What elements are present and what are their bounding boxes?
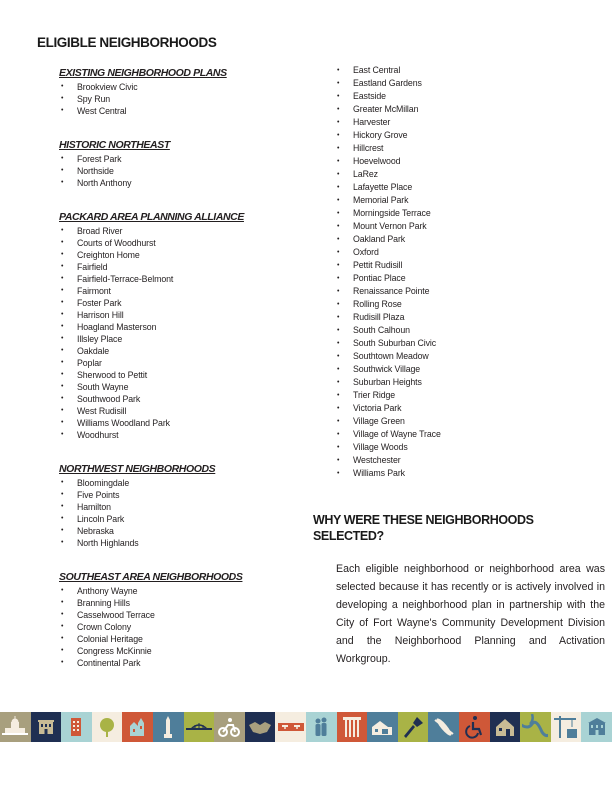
people-icon [308,714,334,740]
list-item: • Southtown Meadow [337,350,577,363]
page-title: ELIGIBLE NEIGHBORHOODS [37,35,217,50]
list-item: • North Anthony [59,177,299,189]
group-southeast-area-neighborhoods [59,571,299,669]
river-icon [522,714,548,740]
list-item: • Branning Hills [59,597,299,609]
home-icon [492,714,518,740]
tile-red-bridge [275,712,306,742]
bicycle-icon [216,714,242,740]
brick-building-icon [63,714,89,740]
list-item: • Fairfield-Terrace-Belmont [59,273,299,285]
group-existing-neighborhood-plans [59,67,299,117]
list-item: • Oakland Park [337,233,577,246]
list-item: • Hoevelwood [337,155,577,168]
list-item: • Williams Woodland Park [59,417,299,429]
list-item: • Forest Park [59,153,299,165]
list-item: • Creighton Home [59,249,299,261]
tile-people [306,712,337,742]
neighborhood-list-continued [337,64,577,480]
civic-building-icon [584,714,610,740]
list-item: • Poplar [59,357,299,369]
house-icon [369,714,395,740]
list-item: • Trier Ridge [337,389,577,402]
why-selected-heading: WHY WERE THESE NEIGHBORHOODS SELECTED? [313,513,534,543]
list-item: • Hamilton [59,501,299,513]
tile-wheelchair [459,712,490,742]
group-heading: EXISTING NEIGHBORHOOD PLANS [59,67,227,79]
list-item: • Rolling Rose [337,298,577,311]
kayak-icon [431,714,457,740]
neighborhood-list [59,477,299,549]
list-item: • Memorial Park [337,194,577,207]
tile-building [31,712,62,742]
list-item: • South Suburban Civic [337,337,577,350]
list-item: • Harrison Hill [59,309,299,321]
list-item: • Hillcrest [337,142,577,155]
group-heading: SOUTHEAST AREA NEIGHBORHOODS [59,571,243,583]
list-item: • Williams Park [337,467,577,480]
tile-bicycle [214,712,245,742]
group-heading: NORTHWEST NEIGHBORHOODS [59,463,216,475]
list-item: • Mount Vernon Park [337,220,577,233]
list-item: • Sherwood to Pettit [59,369,299,381]
list-item: • Morningside Terrace [337,207,577,220]
list-item: • Rudisill Plaza [337,311,577,324]
tile-kayak [428,712,459,742]
list-item: • Eastside [337,90,577,103]
list-item: • Congress McKinnie [59,645,299,657]
list-item: • Village Woods [337,441,577,454]
list-item: • Village Green [337,415,577,428]
crane-icon [553,714,579,740]
list-item: • Illsley Place [59,333,299,345]
neighborhood-list [59,153,299,189]
list-item: • Woodhurst [59,429,299,441]
victorian-house-icon [125,714,151,740]
list-item: • Fairfield [59,261,299,273]
list-item: • Bloomingdale [59,477,299,489]
tile-house [367,712,398,742]
list-item: • Lincoln Park [59,513,299,525]
building-icon [33,714,59,740]
bridge-icon [186,714,212,740]
neighborhood-list [59,585,299,669]
list-item: • North Highlands [59,537,299,549]
group-heading: HISTORIC NORTHEAST [59,139,170,151]
tile-crane [551,712,582,742]
list-item: • Southwood Park [59,393,299,405]
group-heading: PACKARD AREA PLANNING ALLIANCE [59,211,244,223]
list-item: • Harvester [337,116,577,129]
list-item: • Oakdale [59,345,299,357]
list-item: • West Central [59,105,299,117]
list-item: • Pettit Rudisill [337,259,577,272]
right-column [337,64,577,480]
list-item: • Greater McMillan [337,103,577,116]
left-column [59,67,299,691]
list-item: • Nebraska [59,525,299,537]
tile-capitol [0,712,31,742]
list-item: • Suburban Heights [337,376,577,389]
red-bridge-icon [278,714,304,740]
tree-icon [94,714,120,740]
list-item: • Oxford [337,246,577,259]
list-item: • LaRez [337,168,577,181]
columns-icon [339,714,365,740]
list-item: • Spy Run [59,93,299,105]
icon-strip [0,712,612,742]
list-item: • Brookview Civic [59,81,299,93]
tile-monument [153,712,184,742]
capitol-icon [2,714,28,740]
tile-brick-building [61,712,92,742]
group-packard-area-planning-alliance [59,211,299,441]
group-northwest-neighborhoods [59,463,299,549]
list-item: • South Wayne [59,381,299,393]
tile-paintbrush [398,712,429,742]
list-item: • Foster Park [59,297,299,309]
tile-bridge [184,712,215,742]
neighborhood-list [59,81,299,117]
tile-tree [92,712,123,742]
list-item: • Northside [59,165,299,177]
list-item: • Lafayette Place [337,181,577,194]
list-item: • Westchester [337,454,577,467]
tile-civic-building [581,712,612,742]
list-item: • Courts of Woodhurst [59,237,299,249]
list-item: • Five Points [59,489,299,501]
tile-river [520,712,551,742]
wheelchair-icon [461,714,487,740]
list-item: • Continental Park [59,657,299,669]
list-item: • Hoagland Masterson [59,321,299,333]
list-item: • Colonial Heritage [59,633,299,645]
neighborhood-list [59,225,299,441]
list-item: • Eastland Gardens [337,77,577,90]
list-item: • South Calhoun [337,324,577,337]
list-item: • West Rudisill [59,405,299,417]
list-item: • Renaissance Pointe [337,285,577,298]
list-item: • Village of Wayne Trace [337,428,577,441]
list-item: • Broad River [59,225,299,237]
list-item: • Victoria Park [337,402,577,415]
list-item: • East Central [337,64,577,77]
tile-columns [337,712,368,742]
list-item: • Hickory Grove [337,129,577,142]
monument-icon [155,714,181,740]
tile-victorian-house [122,712,153,742]
group-historic-northeast [59,139,299,189]
list-item: • Fairmont [59,285,299,297]
list-item: • Pontiac Place [337,272,577,285]
list-item: • Crown Colony [59,621,299,633]
list-item: • Anthony Wayne [59,585,299,597]
list-item: • Southwick Village [337,363,577,376]
handshake-icon [247,714,273,740]
why-selected-paragraph: Each eligible neighborhood or neighborhood area was selected because it has recently or is actively involved in developing a neighborhood plan in partnership with the City of Fort Wayne's Community Development Division and the Neighborhood Planning and Activation Workgroup. [336,563,605,665]
paintbrush-icon [400,714,426,740]
tile-handshake [245,712,276,742]
tile-home [490,712,521,742]
list-item: • Casselwood Terrace [59,609,299,621]
